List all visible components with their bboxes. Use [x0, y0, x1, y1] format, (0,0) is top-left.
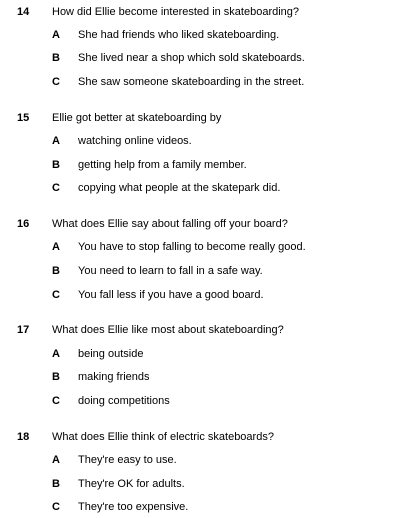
option-text: copying what people at the skatepark did.	[78, 182, 281, 194]
option-letter: A	[52, 454, 60, 466]
option-letter: A	[52, 29, 60, 41]
option-letter: A	[52, 135, 60, 147]
option-letter: B	[52, 159, 60, 171]
question-18-option-b[interactable]	[0, 478, 408, 491]
question-number: 17	[17, 324, 30, 336]
option-letter: C	[52, 182, 60, 194]
option-letter: B	[52, 265, 60, 277]
option-letter: B	[52, 52, 60, 64]
question-15-option-c[interactable]	[0, 182, 408, 195]
question-17-option-c[interactable]	[0, 395, 408, 408]
question-number: 18	[17, 431, 30, 443]
question-16-option-b[interactable]	[0, 265, 408, 278]
question-text: What does Ellie like most about skateboarding?	[52, 324, 284, 336]
question-number: 15	[17, 112, 30, 124]
question-text: Ellie got better at skateboarding by	[52, 112, 222, 124]
question-17-option-b[interactable]	[0, 371, 408, 384]
option-letter: C	[52, 395, 60, 407]
question-14-option-a[interactable]	[0, 29, 408, 42]
question-text: What does Ellie think of electric skateboards?	[52, 431, 274, 443]
question-14-option-c[interactable]	[0, 76, 408, 89]
question-18-option-c[interactable]	[0, 501, 408, 514]
question-18-option-a[interactable]	[0, 454, 408, 467]
option-text: You need to learn to fall in a safe way.	[78, 265, 263, 277]
option-text: getting help from a family member.	[78, 159, 247, 171]
question-16-option-a[interactable]	[0, 241, 408, 254]
option-letter: C	[52, 289, 60, 301]
option-text: doing competitions	[78, 395, 170, 407]
option-letter: B	[52, 371, 60, 383]
option-text: They're too expensive.	[78, 501, 189, 513]
question-text: How did Ellie become interested in skateboarding?	[52, 6, 300, 18]
option-text: being outside	[78, 348, 144, 360]
question-number: 16	[17, 218, 30, 230]
option-text: They're OK for adults.	[78, 478, 185, 490]
question-17-option-a[interactable]	[0, 348, 408, 361]
option-letter: A	[52, 348, 60, 360]
option-text: You have to stop falling to become really good.	[78, 241, 306, 253]
question-text: What does Ellie say about falling off your board?	[52, 218, 288, 230]
option-text: They're easy to use.	[78, 454, 177, 466]
option-text: She lived near a shop which sold skateboards.	[78, 52, 305, 64]
option-letter: B	[52, 478, 60, 490]
question-number: 14	[17, 6, 30, 18]
option-text: watching online videos.	[78, 135, 192, 147]
option-letter: C	[52, 76, 60, 88]
question-16-option-c[interactable]	[0, 289, 408, 302]
question-15-option-a[interactable]	[0, 135, 408, 148]
option-text: She had friends who liked skateboarding.	[78, 29, 280, 41]
option-text: She saw someone skateboarding in the street.	[78, 76, 305, 88]
option-letter: C	[52, 501, 60, 513]
question-14-option-b[interactable]	[0, 52, 408, 65]
option-letter: A	[52, 241, 60, 253]
option-text: You fall less if you have a good board.	[78, 289, 264, 301]
option-text: making friends	[78, 371, 150, 383]
question-15-option-b[interactable]	[0, 159, 408, 172]
